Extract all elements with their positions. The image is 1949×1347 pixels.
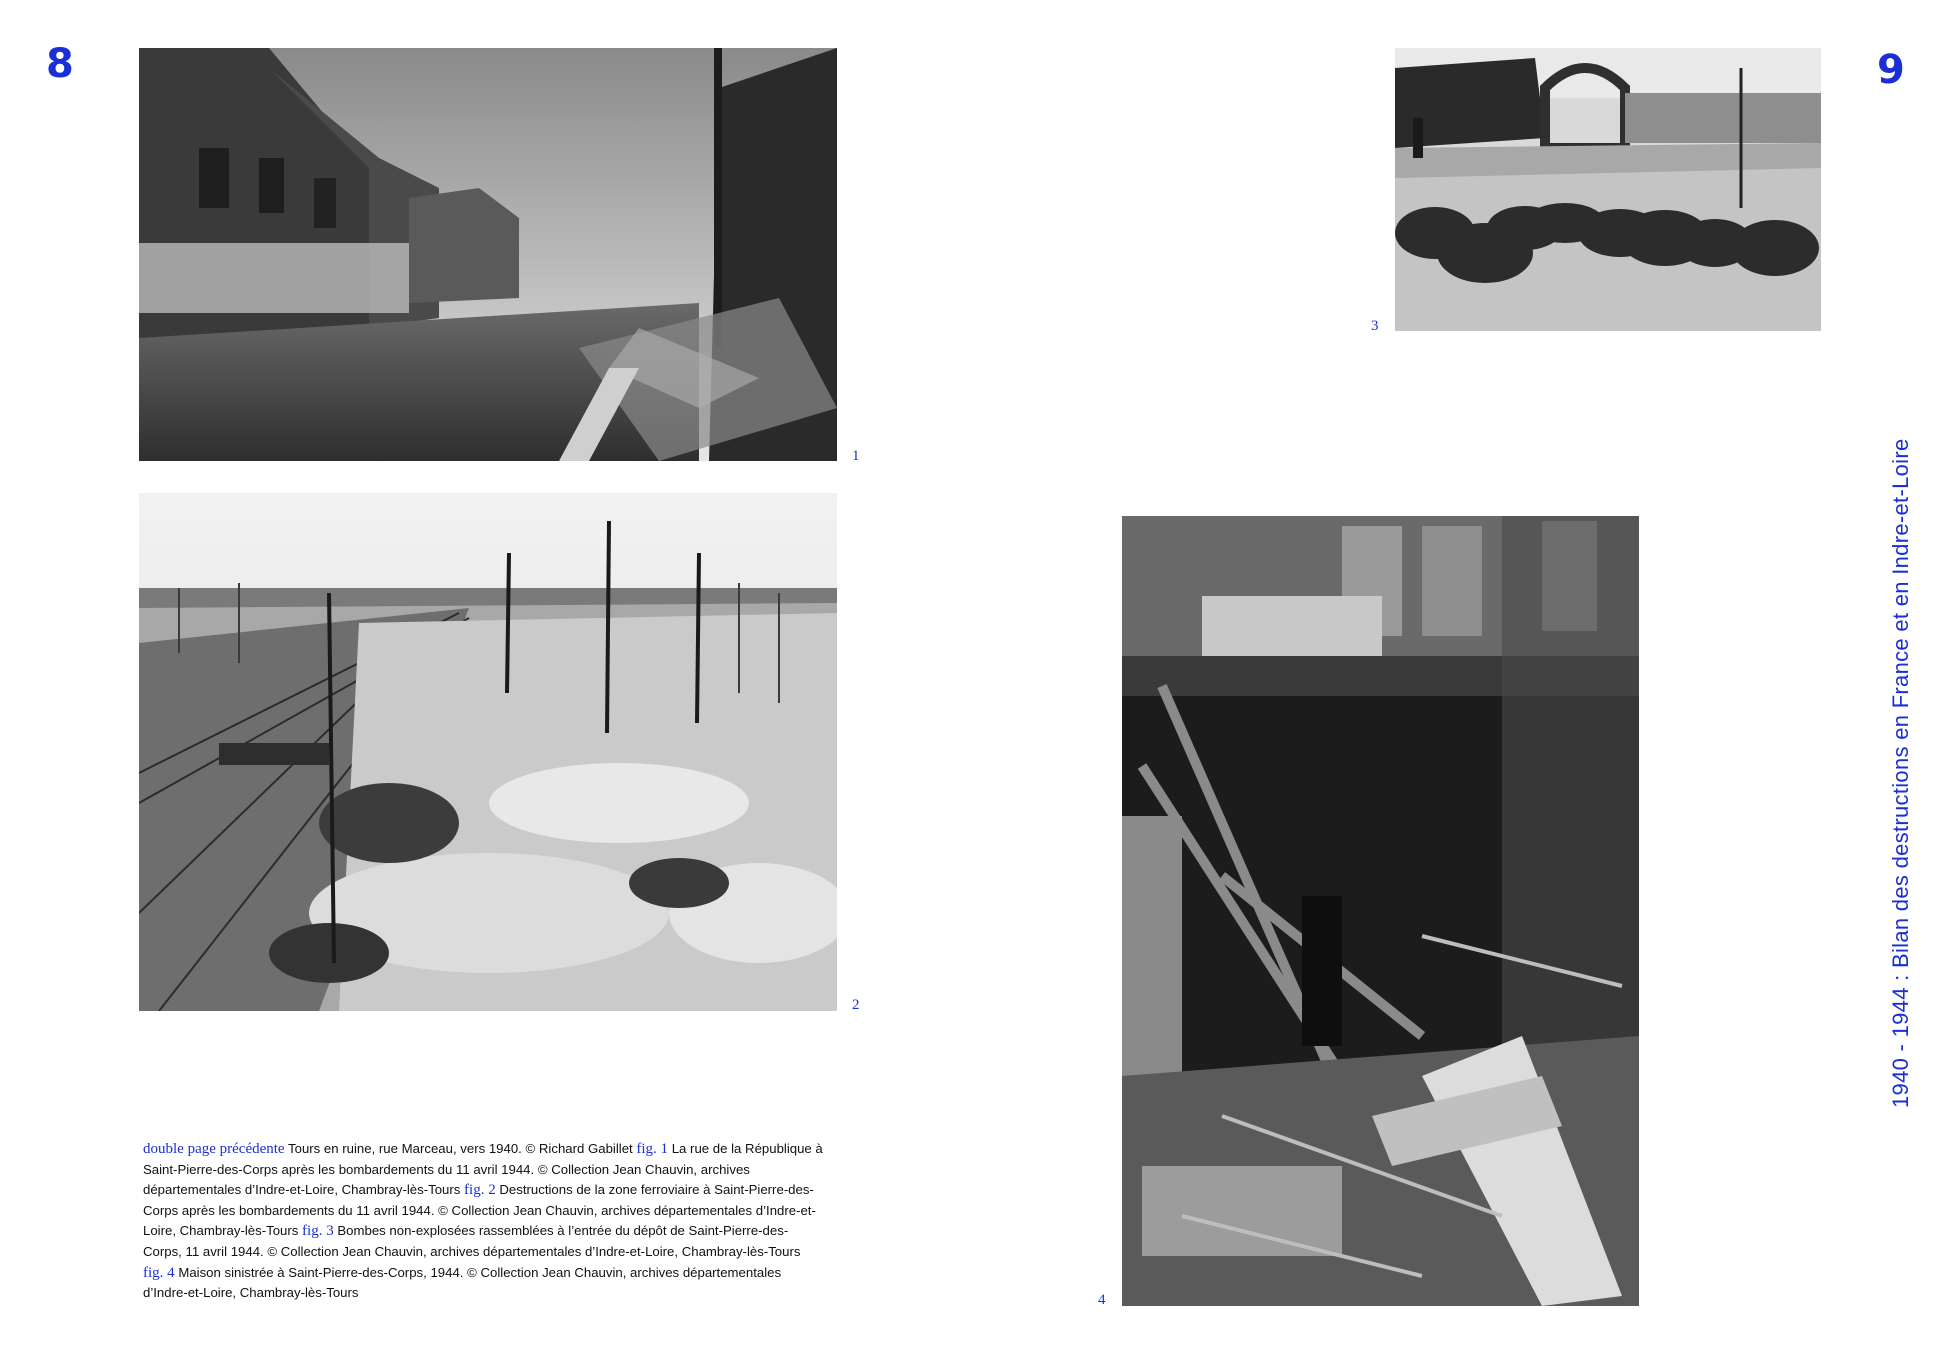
photo-ruined-street [139, 48, 837, 461]
caption-text-fig-1: La rue de la République à Saint-Pierre-des-Corps après les bombardements du 11 avril 1944. © Collection Jean Chauvin, archives départementales d’Indre-et-Loire, Chambray-lès-Tours [143, 1141, 823, 1198]
caption-text-fig-4: Maison sinistrée à Saint-Pierre-des-Corps, 1944. © Collection Jean Chauvin, archives départementales d’Indre-et-Loire, Chambray-lès-Tours [143, 1264, 782, 1301]
photo-rail-yard [139, 493, 837, 1011]
figure-number-1: 1 [852, 448, 860, 464]
figure-number-4: 4 [1098, 1292, 1106, 1308]
caption-label-fig-4: fig. 4 [143, 1264, 175, 1281]
photo-destroyed-house [1122, 516, 1639, 1306]
caption-text-fig-2: Destructions de la zone ferroviaire à Saint-Pierre-des-Corps après les bombardements du 11 avril 1944. © Collection Jean Chauvin, archives départementales d’Indre-et-Loire, Chambray-lès-Tours [143, 1182, 816, 1239]
page-number-left: 8 [46, 41, 74, 87]
caption-label-fig-3: fig. 3 [302, 1223, 334, 1240]
caption-block [143, 1139, 823, 1304]
caption-text-previous-spread: Tours en ruine, rue Marceau, vers 1940. © Richard Gabillet [284, 1141, 637, 1156]
caption-text-fig-3: Bombes non-explosées rassemblées à l’entrée du dépôt de Saint-Pierre-des-Corps, 11 avril 1944. © Collection Jean Chauvin, archives départementales d’Indre-et-Loire, Chambray-lès-Tours [143, 1223, 801, 1259]
figure-number-2: 2 [852, 997, 860, 1013]
caption-label-previous-spread: double page précédente [143, 1141, 285, 1157]
caption-label-fig-2: fig. 2 [464, 1182, 496, 1199]
figure-number-3: 3 [1371, 318, 1379, 334]
running-title: 1940 - 1944 : Bilan des destructions en France et en Indre-et-Loire [1888, 438, 1913, 1108]
page-number-right: 9 [1877, 47, 1905, 93]
photo-unexploded-bombs [1395, 48, 1821, 331]
caption-label-fig-1: fig. 1 [636, 1141, 669, 1157]
